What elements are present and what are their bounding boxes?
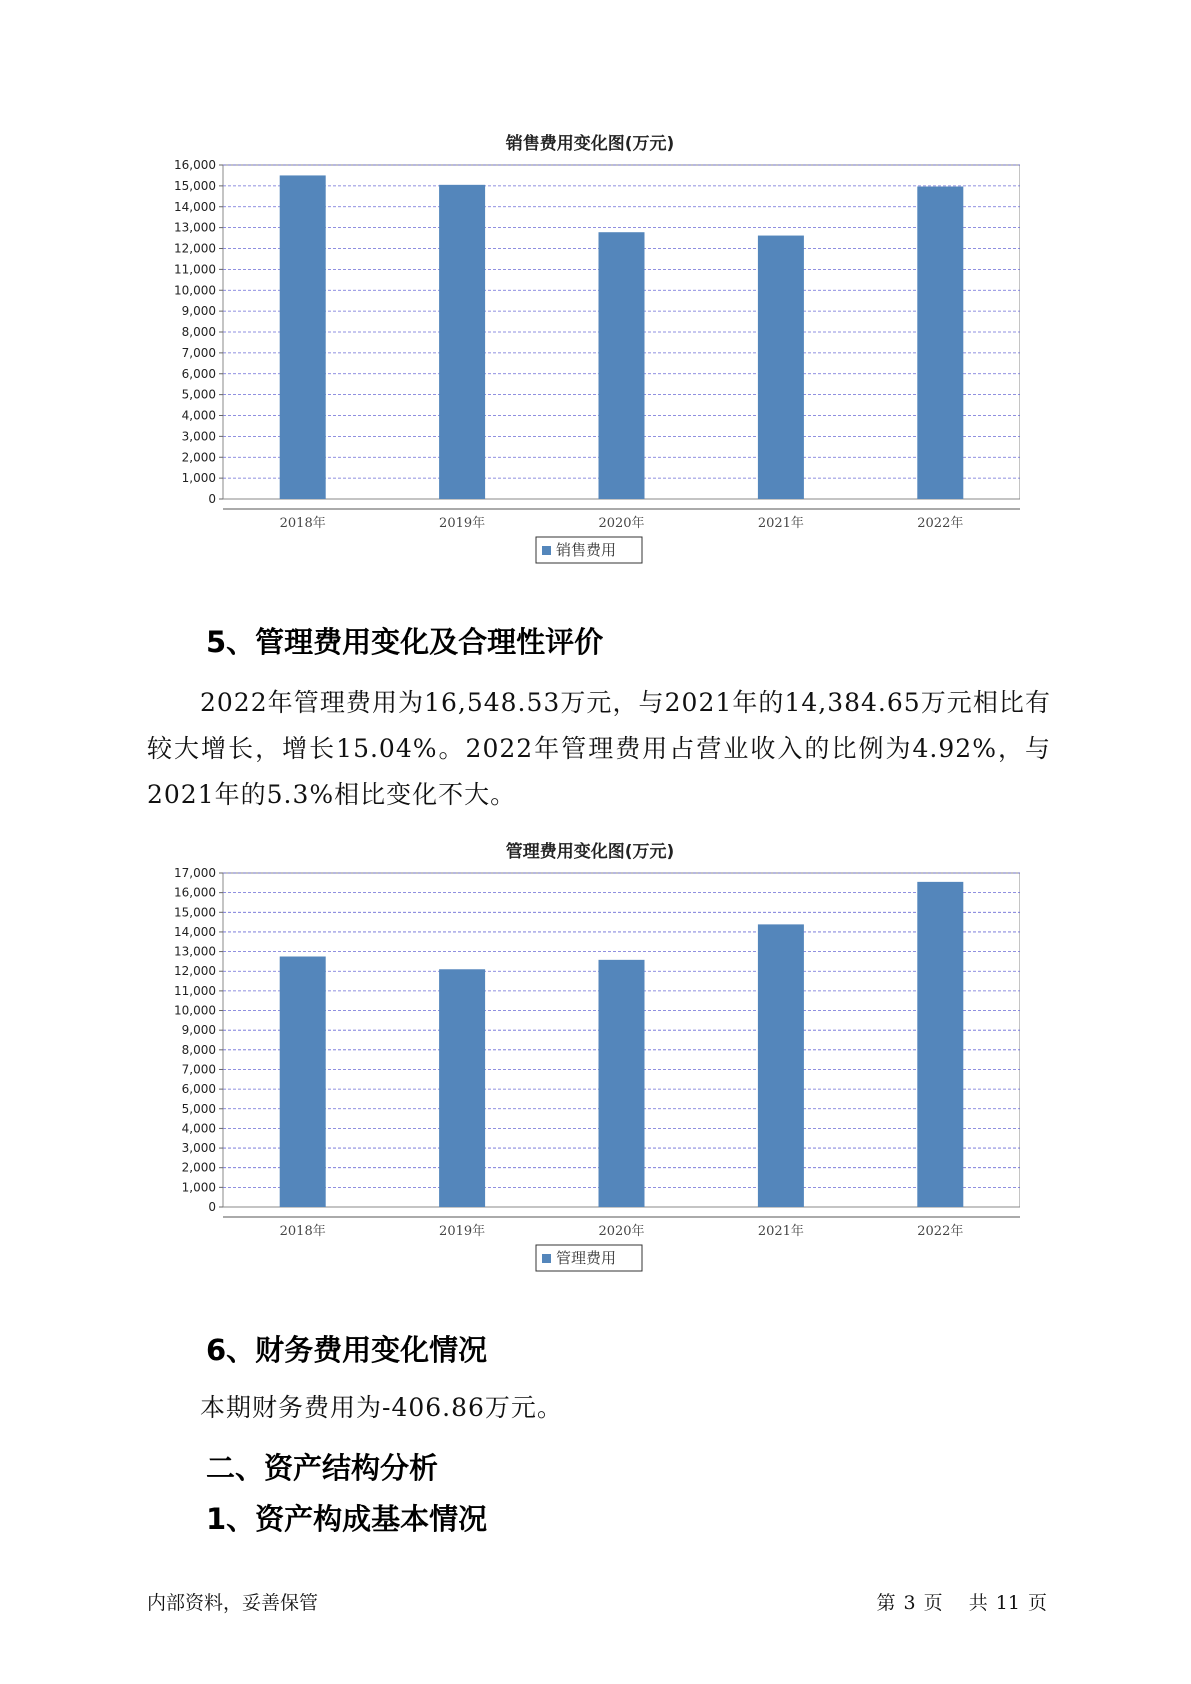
x-tick-label: 2020年 xyxy=(598,516,645,531)
y-tick-label: 16,000 xyxy=(174,158,216,172)
mgmt-expense-paragraph: 2022年管理费用为16,548.53万元，与2021年的14,384.65万元相比有较大增长，增长15.04%。2022年管理费用占营业收入的比例为4.92%，与2021年的5.3%相比变化不大。 xyxy=(147,688,1051,809)
confidential-note: 内部资料，妥善保管 xyxy=(147,1592,319,1614)
legend-label: 管理费用 xyxy=(556,1249,617,1267)
y-tick-label: 16,000 xyxy=(174,885,216,900)
page-prefix: 第 xyxy=(876,1592,896,1614)
y-tick-label: 4,000 xyxy=(181,1121,216,1136)
y-tick-label: 7,000 xyxy=(181,1062,216,1077)
x-tick-label: 2022年 xyxy=(917,1224,964,1239)
y-tick-label: 0 xyxy=(208,1200,216,1214)
y-tick-label: 15,000 xyxy=(174,178,216,193)
y-tick-label: 14,000 xyxy=(174,199,216,214)
y-tick-label: 10,000 xyxy=(174,283,216,298)
y-tick-label: 7,000 xyxy=(181,345,216,360)
sales-expense-chart xyxy=(160,133,1020,575)
chart-title: 销售费用变化图(万元) xyxy=(505,134,675,154)
bar-2022年 xyxy=(917,882,963,1207)
legend-swatch xyxy=(542,546,551,555)
bar-2020年 xyxy=(599,232,645,499)
total-unit: 页 xyxy=(1027,1592,1047,1614)
bar-2018年 xyxy=(280,957,326,1208)
chart-title: 管理费用变化图(万元) xyxy=(505,842,675,862)
y-tick-label: 14,000 xyxy=(174,924,216,939)
y-tick-label: 8,000 xyxy=(181,1042,216,1057)
x-tick-label: 2018年 xyxy=(279,1224,326,1239)
finance-expense-heading: 6、财务费用变化情况 xyxy=(206,1333,488,1367)
x-tick-label: 2019年 xyxy=(439,1224,486,1239)
legend-label: 销售费用 xyxy=(556,541,617,559)
asset-structure-heading: 二、资产结构分析 xyxy=(206,1451,439,1485)
page-indicator xyxy=(873,1588,1051,1615)
y-tick-label: 1,000 xyxy=(181,471,216,486)
mgmt-expense-heading: 5、管理费用变化及合理性评价 xyxy=(206,625,604,659)
y-tick-label: 0 xyxy=(208,492,216,506)
y-tick-label: 11,000 xyxy=(174,262,216,277)
y-tick-label: 6,000 xyxy=(181,366,216,381)
y-tick-label: 2,000 xyxy=(181,1160,216,1175)
y-tick-label: 4,000 xyxy=(181,408,216,423)
x-tick-label: 2022年 xyxy=(917,516,964,531)
total-prefix: 共 xyxy=(968,1592,988,1614)
bar-2019年 xyxy=(439,185,485,499)
legend-swatch xyxy=(542,1254,551,1263)
y-tick-label: 13,000 xyxy=(174,220,216,235)
y-tick-label: 9,000 xyxy=(181,304,216,319)
mgmt-expense-chart xyxy=(160,841,1020,1283)
y-tick-label: 3,000 xyxy=(181,1141,216,1156)
y-tick-label: 10,000 xyxy=(174,1003,216,1018)
sales-expense-chart-svg xyxy=(160,155,1020,575)
asset-composition-heading: 1、资产构成基本情况 xyxy=(206,1502,488,1536)
y-tick-label: 12,000 xyxy=(174,241,216,256)
y-tick-label: 9,000 xyxy=(181,1023,216,1038)
bar-2020年 xyxy=(599,960,645,1207)
y-tick-label: 15,000 xyxy=(174,905,216,920)
x-tick-label: 2020年 xyxy=(598,1224,645,1239)
x-tick-label: 2018年 xyxy=(279,516,326,531)
bar-2022年 xyxy=(917,187,963,499)
y-tick-label: 5,000 xyxy=(181,1101,216,1116)
finance-expense-paragraph: 本期财务费用为-406.86万元。 xyxy=(200,1393,563,1422)
x-tick-label: 2021年 xyxy=(757,516,804,531)
y-tick-label: 3,000 xyxy=(181,429,216,444)
bar-2019年 xyxy=(439,969,485,1207)
y-tick-label: 8,000 xyxy=(181,325,216,339)
y-tick-label: 13,000 xyxy=(174,944,216,959)
total-pages: 11 xyxy=(995,1592,1020,1614)
y-tick-label: 12,000 xyxy=(174,964,216,979)
bar-2021年 xyxy=(758,236,804,499)
bar-2018年 xyxy=(280,175,326,499)
bar-2021年 xyxy=(758,924,804,1207)
y-tick-label: 2,000 xyxy=(181,450,216,465)
page-unit: 页 xyxy=(923,1592,943,1614)
x-tick-label: 2019年 xyxy=(439,516,486,531)
y-tick-label: 5,000 xyxy=(181,387,216,402)
y-tick-label: 1,000 xyxy=(181,1180,216,1195)
y-tick-label: 11,000 xyxy=(174,983,216,998)
x-tick-label: 2021年 xyxy=(757,1224,804,1239)
y-tick-label: 17,000 xyxy=(174,866,216,880)
page-number: 3 xyxy=(903,1592,916,1614)
mgmt-expense-chart-svg xyxy=(160,863,1020,1283)
y-tick-label: 6,000 xyxy=(181,1082,216,1097)
